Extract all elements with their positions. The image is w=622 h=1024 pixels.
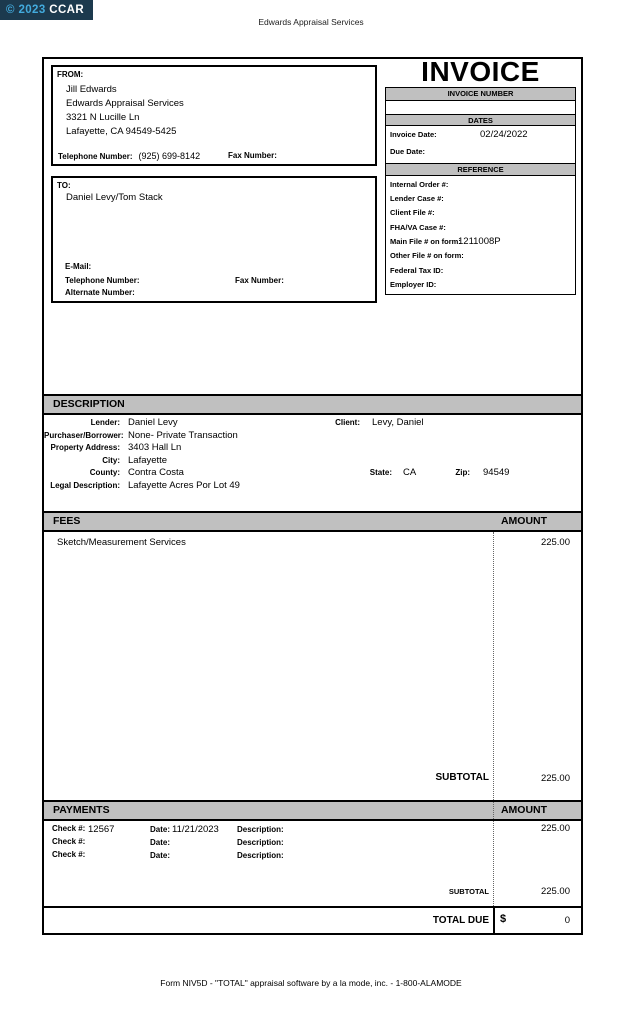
county-value: Contra Costa (128, 467, 184, 478)
purchaser-value: None- Private Transaction (128, 429, 238, 441)
reference-label: Employer ID: (390, 280, 437, 290)
zip-label: Zip: (455, 468, 470, 477)
description-row (44, 430, 581, 443)
dates-header: DATES (386, 114, 575, 127)
payment-row (52, 837, 492, 846)
reference-field (386, 249, 575, 263)
from-label: FROM: (57, 70, 84, 79)
invoice-number-header: INVOICE NUMBER (386, 88, 575, 101)
reference-field (386, 192, 575, 206)
county-label: County: (89, 468, 120, 477)
property-address-value: 3403 Hall Ln (128, 442, 182, 453)
fees-table (44, 532, 581, 800)
payment-description-label: Description: (237, 838, 284, 847)
from-phone-value: (925) 699-8142 (138, 151, 201, 161)
due-date-row (390, 147, 425, 156)
badge-year: © 2023 (6, 4, 46, 16)
reference-label: Lender Case #: (390, 193, 444, 203)
invoice-title: INVOICE (421, 56, 540, 87)
payments-subtotal-label: SUBTOTAL (448, 887, 489, 896)
reference-field (386, 178, 575, 192)
payment-date-value: 11/21/2023 (172, 824, 219, 835)
fees-header: FEES (53, 515, 81, 527)
from-name: Jill Edwards (66, 84, 117, 95)
fee-item-description: Sketch/Measurement Services (57, 537, 186, 548)
state-label: State: (369, 468, 392, 477)
city-value: Lafayette (128, 454, 168, 466)
check-number-label: Check #: (52, 837, 86, 846)
description-header: DESCRIPTION (53, 398, 125, 410)
from-company: Edwards Appraisal Services (66, 98, 184, 109)
from-phone-label: Telephone Number: (58, 152, 133, 161)
badge-org: CCAR (49, 4, 85, 16)
invoice-date-row (390, 129, 528, 140)
from-address: 3321 N Lucille Ln (66, 112, 140, 123)
state-value: CA (403, 467, 417, 478)
payment-row (52, 850, 492, 859)
to-section (51, 176, 377, 303)
fees-section-bar (44, 511, 581, 532)
description-row (44, 417, 581, 430)
purchaser-label: Purchaser/Borrower: (44, 430, 124, 440)
description-row (44, 442, 581, 455)
from-fax-label: Fax Number: (228, 151, 277, 160)
currency-symbol: $ (500, 913, 507, 925)
reference-field (386, 221, 575, 235)
reference-field (386, 278, 575, 292)
payments-amount-header: AMOUNT (500, 804, 548, 816)
reference-field (386, 235, 575, 249)
reference-label: Main File # on form: (390, 237, 461, 247)
reference-label: FHA/VA Case #: (390, 222, 446, 232)
payment-date-label: Date: (150, 825, 171, 834)
to-fax-label: Fax Number: (235, 276, 284, 285)
description-row (44, 455, 581, 468)
invoice-number-value (386, 101, 575, 114)
invoice-date-value: 02/24/2022 (480, 129, 528, 140)
check-number-label: Check #: (52, 824, 86, 833)
lender-value: Daniel Levy (128, 417, 178, 428)
reference-label: Internal Order #: (390, 179, 449, 189)
from-address-block (66, 83, 184, 139)
to-label: TO: (57, 181, 71, 190)
invoice-meta-panel (385, 87, 576, 295)
payments-table (44, 821, 581, 906)
fees-subtotal-amount: 225.00 (540, 773, 570, 784)
zip-value: 94549 (483, 467, 510, 478)
invoice-form (42, 57, 583, 935)
city-label: City: (102, 455, 120, 465)
reference-field (386, 264, 575, 278)
payments-section-bar (44, 800, 581, 821)
reference-value: 1211008P (458, 236, 501, 248)
to-phone-label: Telephone Number: (65, 276, 140, 285)
fees-amount-column-divider (493, 532, 494, 800)
total-due-row (44, 906, 581, 933)
total-due-value: 0 (564, 915, 570, 926)
description-section-bar (44, 394, 581, 415)
fees-subtotal-label: SUBTOTAL (435, 772, 489, 783)
client-label: Client: (335, 418, 360, 427)
legal-description-value: Lafayette Acres Por Lot 49 (128, 479, 240, 491)
property-address-label: Property Address: (50, 443, 120, 452)
client-value: Levy, Daniel (372, 417, 424, 428)
reference-field (386, 206, 575, 220)
check-number-value: 12567 (88, 824, 115, 835)
payment-amount-value: 225.00 (540, 823, 570, 834)
from-section (51, 65, 377, 166)
payment-date-label: Date: (150, 838, 171, 847)
description-row (44, 480, 581, 493)
fees-amount-header: AMOUNT (500, 515, 548, 527)
legal-description-label: Legal Description: (50, 480, 120, 490)
payments-header: PAYMENTS (53, 804, 110, 816)
reference-section (386, 176, 575, 294)
payment-date-label: Date: (150, 851, 171, 860)
reference-label: Client File #: (390, 208, 435, 218)
page-header-title: Edwards Appraisal Services (258, 17, 364, 27)
total-due-column-divider (493, 908, 495, 933)
total-due-label: TOTAL DUE (432, 915, 489, 926)
from-city-state-zip: Lafayette, CA 94549-5425 (66, 126, 177, 137)
reference-label: Other File # on form: (390, 251, 464, 261)
payment-description-label: Description: (237, 825, 284, 834)
description-row (44, 467, 581, 480)
description-fields (44, 417, 581, 492)
reference-label: Federal Tax ID: (390, 265, 444, 275)
lender-label: Lender: (90, 418, 120, 427)
to-email-label: E-Mail: (65, 262, 92, 271)
fee-item-amount: 225.00 (540, 537, 570, 548)
reference-header: REFERENCE (386, 163, 575, 176)
payment-description-label: Description: (237, 851, 284, 860)
dates-section (386, 126, 575, 163)
check-number-label: Check #: (52, 850, 86, 859)
to-alternate-label: Alternate Number: (65, 288, 135, 297)
from-phone-row (58, 151, 277, 161)
due-date-label: Due Date: (390, 147, 426, 156)
invoice-date-label: Invoice Date: (390, 130, 437, 139)
payment-row (52, 824, 492, 833)
form-footer: Form NIV5D - "TOTAL" appraisal software by a la mode, inc. - 1-800-ALAMODE (160, 978, 462, 988)
to-name: Daniel Levy/Tom Stack (66, 192, 163, 203)
payments-subtotal-amount: 225.00 (540, 886, 570, 897)
